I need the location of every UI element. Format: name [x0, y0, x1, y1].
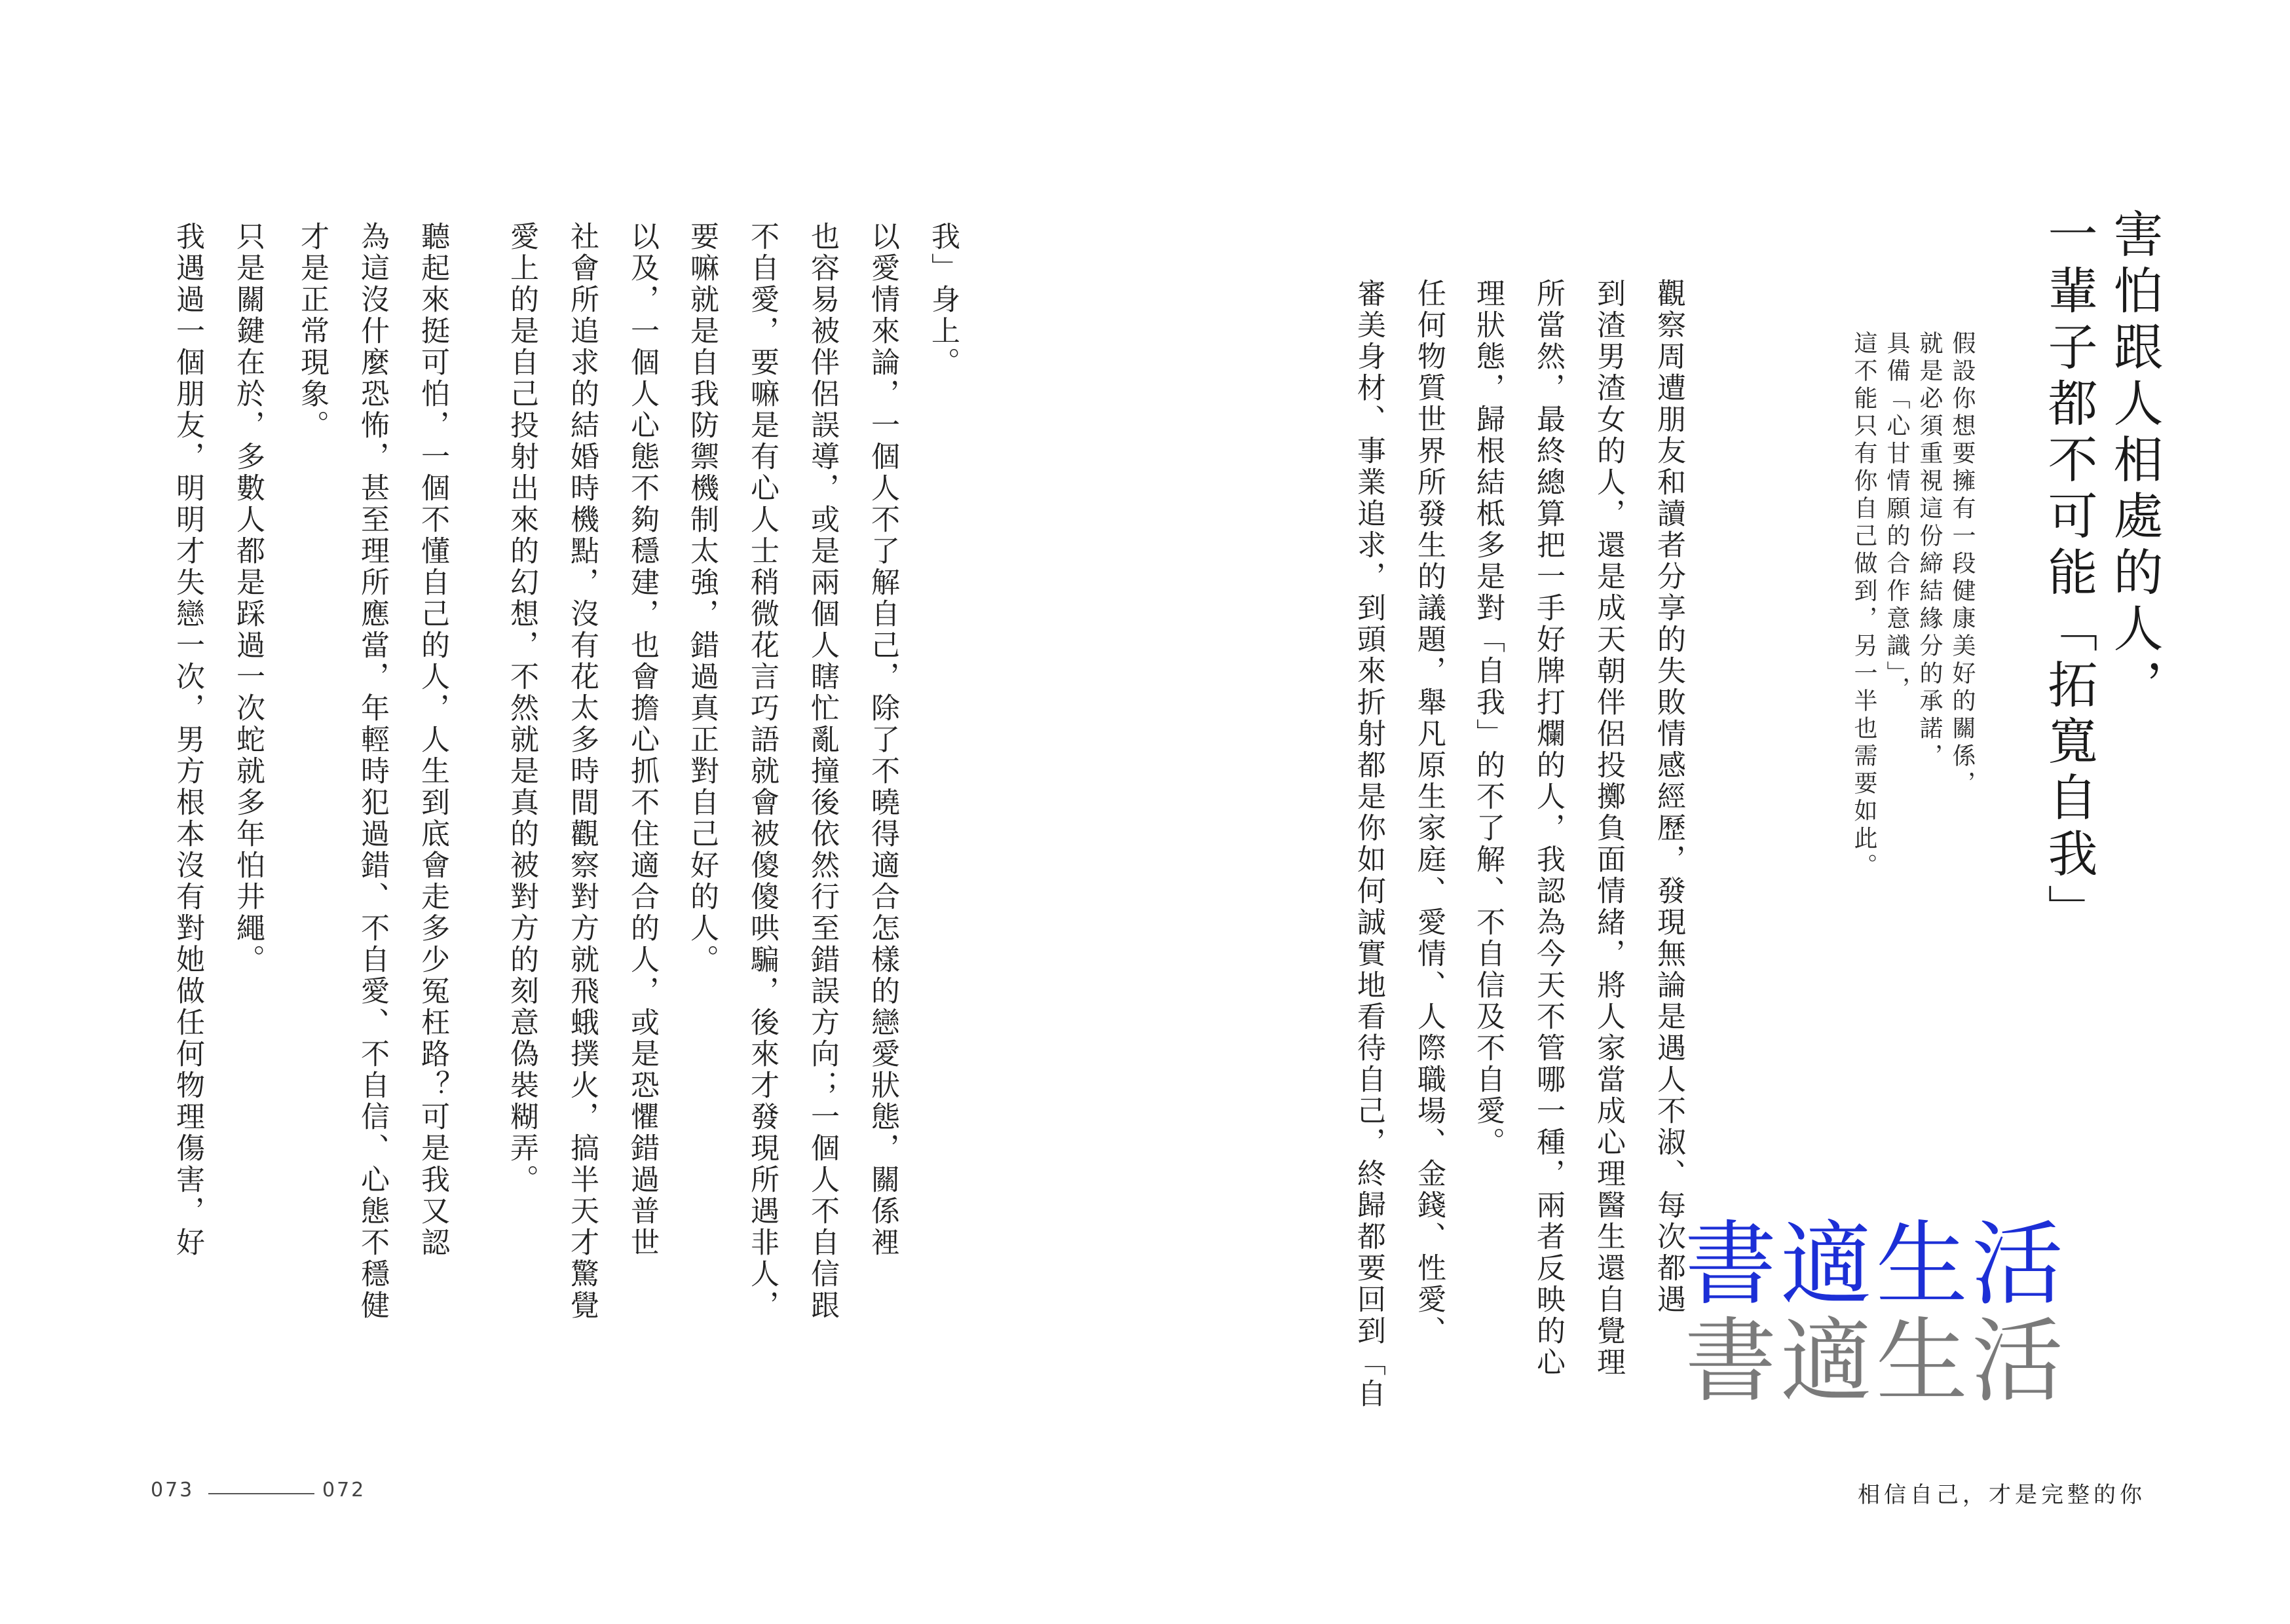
body-line: 要嘛就是自我防禦機制太強，錯過真正對自己好的人。 — [685, 221, 719, 976]
body-line: 所當然，最終總算把一手好牌打爛的人，我認為今天不管哪一種，兩者反映的心 — [1531, 278, 1565, 1378]
body-line: 到渣男渣女的人，還是成天朝伴侶投擲負面情緒，將人家當成心理醫生還自覺理 — [1592, 278, 1625, 1378]
subtitle-line: 假設你想要擁有一段健康美好的關係， — [1949, 331, 1976, 798]
chapter-title-line: 害怕跟人相處的人， — [2105, 208, 2164, 715]
body-paragraph — [157, 221, 278, 1259]
subtitle-line: 就是必須重視這份締結緣分的承諾， — [1916, 331, 1943, 771]
body-line: 聽起來挺可怕，一個不懂自己的人，人生到底會走多少冤枉路？可是我又認 — [416, 221, 449, 1259]
body-line: 審美身材、事業追求，到頭來折射都是你如何誠實地看待自己，終歸都要回到「自 — [1352, 278, 1385, 1410]
folio-divider — [208, 1493, 314, 1494]
body-line: 我遇過一個朋友，明明才失戀一次，男方根本沒有對她做任何物理傷害，好 — [171, 221, 204, 1259]
page-number-left: 073 — [151, 1479, 195, 1502]
watermark-logo-blue: 書適生活 — [1685, 1211, 2068, 1318]
watermark-logo-grey: 書適生活 — [1685, 1308, 2068, 1415]
body-line: 愛上的是自己投射出來的幻想，不然就是真的被對方的刻意偽裝糊弄。 — [505, 221, 538, 1196]
body-line: 以及，一個人心態不夠穩建，也會擔心抓不住適合的人，或是恐懼錯過普世 — [626, 221, 659, 1259]
body-paragraph — [1338, 278, 1459, 1410]
body-paragraph — [282, 221, 462, 1321]
running-head: 相信自己，才是完整的你 — [1858, 1482, 2146, 1508]
body-line: 以愛情來論，一個人不了解自己，除了不曉得適合怎樣的戀愛狀態，關係裡 — [866, 221, 899, 1259]
subtitle-line: 這不能只有你自己做到，另一半也需要如此。 — [1850, 331, 1877, 881]
body-paragraph — [912, 221, 973, 378]
body-paragraph — [1457, 278, 1699, 1378]
subtitle-line: 具備「心甘情願的合作意識」， — [1883, 331, 1910, 704]
chapter-title — [2023, 208, 2167, 940]
body-line: 也容易被伴侶誤導，或是兩個人瞎忙亂撞後依然行至錯誤方向；一個人不自信跟 — [806, 221, 839, 1321]
body-paragraph — [671, 221, 912, 1321]
body-line: 不自愛，要嘛是有心人士稍微花言巧語就會被傻傻哄騙，後來才發現所遇非人， — [745, 221, 779, 1321]
chapter-subtitle — [1834, 331, 1978, 881]
body-paragraph — [491, 221, 672, 1321]
chapter-title-line: 一輩子都不可能「拓寬自我」 — [2040, 208, 2098, 940]
body-line: 社會所追求的結婚時機點，沒有花太多時間觀察對方就飛蛾撲火，搞半天才驚覺 — [565, 221, 599, 1321]
body-line: 才是正常現象。 — [295, 221, 329, 441]
page-number-right: 072 — [322, 1479, 366, 1502]
body-line: 我」身上。 — [926, 221, 960, 378]
body-line: 任何物質世界所發生的議題，舉凡原生家庭、愛情、人際職場、金錢、性愛、 — [1412, 278, 1446, 1347]
body-line: 理狀態，歸根結柢多是對「自我」的不了解、不自信及不自愛。 — [1471, 278, 1505, 1158]
body-line: 觀察周遭朋友和讀者分享的失敗情感經歷，發現無論是遇人不淑、每次都遇 — [1652, 278, 1685, 1316]
body-line: 只是關鍵在於，多數人都是踩過一次蛇就多年怕井繩。 — [231, 221, 265, 976]
body-line: 為這沒什麼恐怖，甚至理所應當，年輕時犯過錯、不自愛、不自信、心態不穩健 — [356, 221, 389, 1321]
